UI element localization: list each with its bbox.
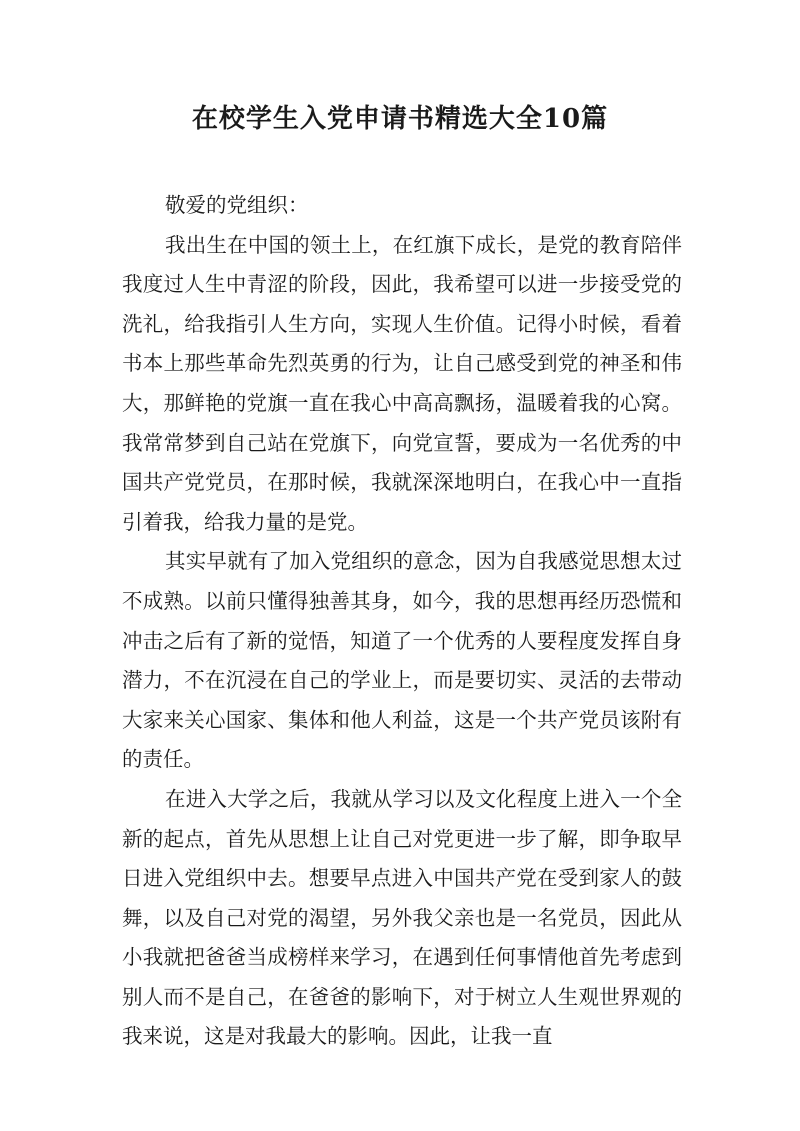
document-body	[122, 186, 682, 1057]
paragraph-2: 其实早就有了加入党组织的意念，因为自我感觉思想太过不成熟。以前只懂得独善其身，如今，我的思想再经历恐慌和冲击之后有了新的觉悟，知道了一个优秀的人要程度发挥自身潜力，不在沉浸在自己的学业上，而是要切实、灵活的去带动大家来关心国家、集体和他人利益，这是一个共产党员该附有的责任。	[122, 549, 682, 772]
document-title: 在校学生入党申请书精选大全10篇	[191, 104, 609, 134]
greeting: 敬爱的党组织：	[165, 193, 309, 217]
paragraph-3: 在进入大学之后，我就从学习以及文化程度上进入一个全新的起点，首先从思想上让自己对党更进一步了解，即争取早日进入党组织中去。想要早点进入中国共产党在受到家人的鼓舞，以及自己对党的渴望，另外我父亲也是一名党员，因此从小我就把爸爸当成榜样来学习，在遇到任何事情他首先考虑到别人而不是自己，在爸爸的影响下，对于树立人生观世界观的我来说，这是对我最大的影响。因此，让我一直	[122, 786, 682, 1049]
paragraph-1: 我出生在中国的领土上，在红旗下成长，是党的教育陪伴我度过人生中青涩的阶段，因此，我希望可以进一步接受党的洗礼，给我指引人生方向，实现人生价值。记得小时候，看着书本上那些革命先烈英勇的行为，让自己感受到党的神圣和伟大，那鲜艳的党旗一直在我心中高高飘扬，温暖着我的心窝。我常常梦到自己站在党旗下，向党宣誓，要成为一名优秀的中国共产党党员，在那时候，我就深深地明白，在我心中一直指引着我，给我力量的是党。	[122, 232, 682, 534]
